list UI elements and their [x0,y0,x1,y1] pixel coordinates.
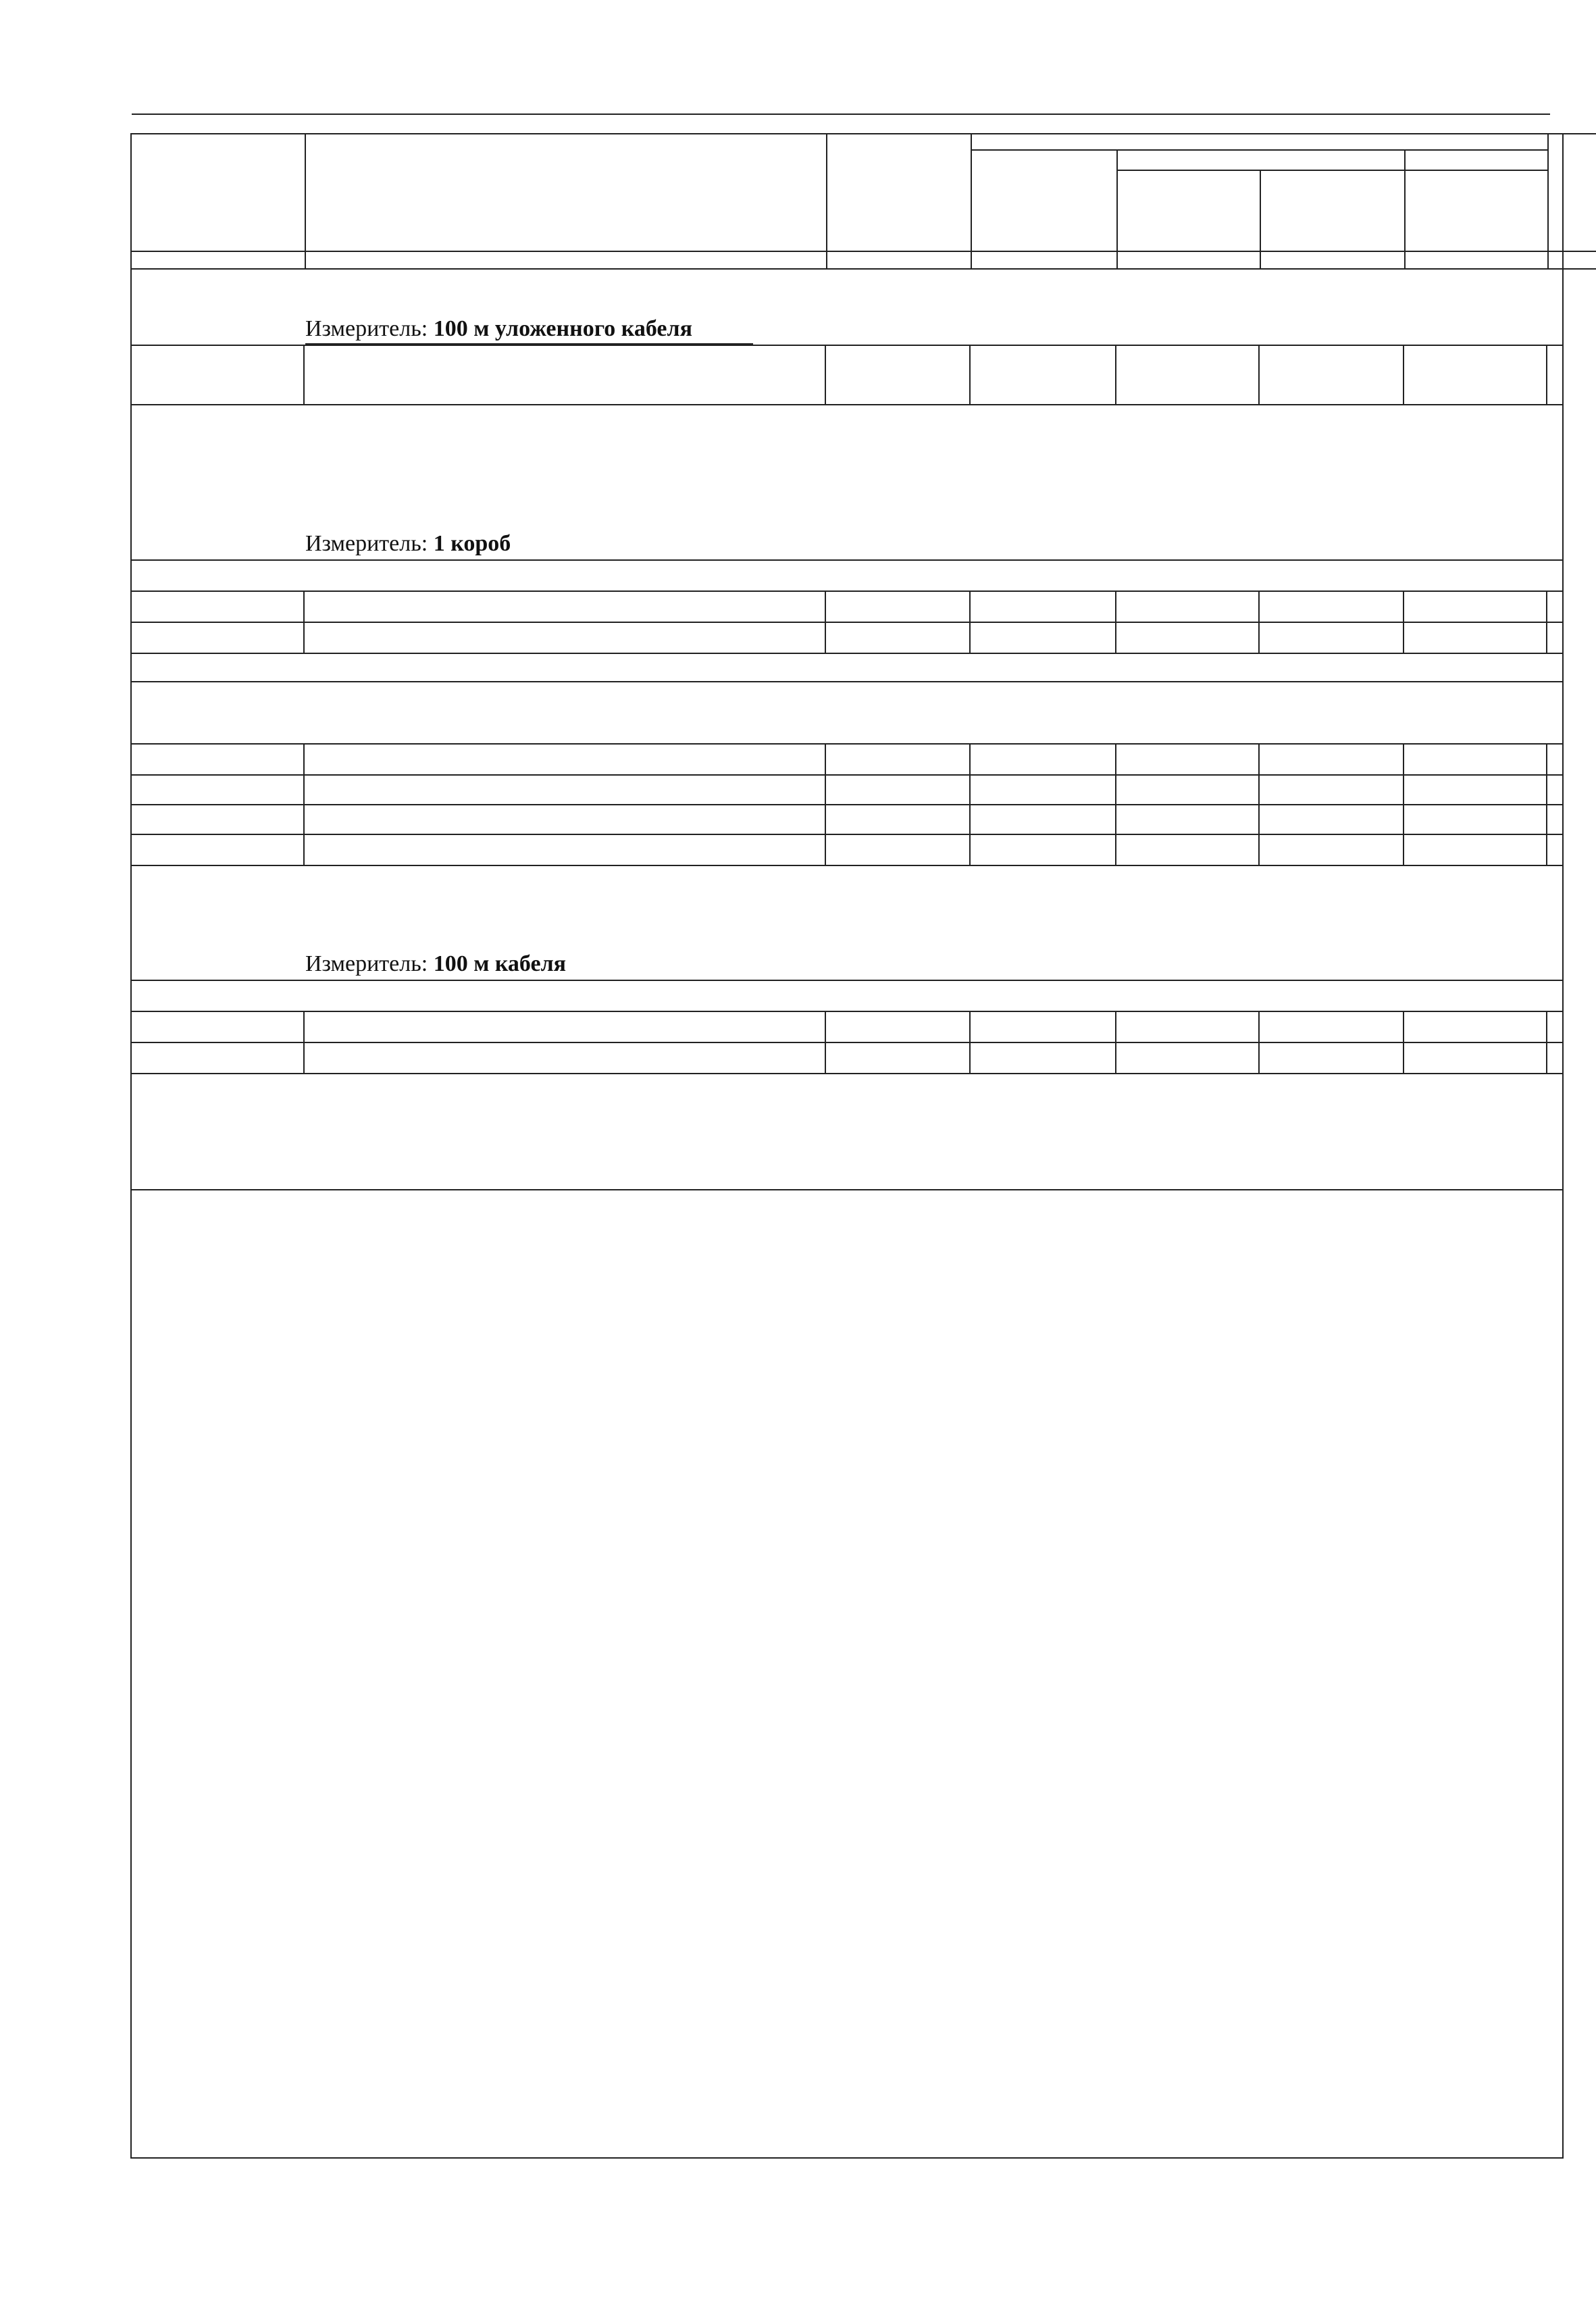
rate-name [305,745,826,776]
labor-hours [1547,835,1564,865]
direct-cost [826,346,971,404]
direct-cost [826,835,971,865]
col7-head [1405,170,1548,251]
labor-pay [971,776,1116,805]
materials-cost [1404,745,1547,776]
materials-cost [1404,1043,1547,1073]
direct-cost [826,623,971,653]
row-rule [130,681,1564,682]
materials-cost [1404,592,1547,623]
direct-cost [826,776,971,805]
machinist-pay [1260,835,1404,865]
machine-total [1116,1043,1260,1073]
labor-hours [1547,592,1564,623]
direct-cost [826,592,971,623]
table-row [130,834,1564,866]
col-num [1548,251,1596,269]
col3-head [827,134,971,251]
machine-total [1116,346,1260,404]
labor-pay [971,623,1116,653]
rate-name [305,1012,826,1043]
machinist-pay [1260,1012,1404,1043]
rate-code [130,592,305,623]
machinist-pay [1260,745,1404,776]
rate-code [130,835,305,865]
labor-pay [971,835,1116,865]
row-rule [130,559,1564,561]
labor-hours [1547,346,1564,404]
col-num [1405,251,1548,269]
machine-total [1116,623,1260,653]
measure-unit: 1 короб [433,531,511,556]
materials-cost [1404,1012,1547,1043]
col-num [1260,251,1405,269]
group-head [971,134,1548,150]
direct-cost [826,805,971,835]
labor-pay [971,1012,1116,1043]
col1-head-a [131,134,305,170]
column-header [130,133,1596,270]
rate-name [305,623,826,653]
labor-hours [1547,623,1564,653]
table-row [130,590,1564,623]
measure-label: Измеритель: 100 м уложенного кабеля [305,316,692,341]
labor-pay [971,346,1116,404]
measure-label: Измеритель: 100 м кабеля [305,951,567,976]
row-rule [130,980,1564,981]
rate-code [130,346,305,404]
col8-head [1548,134,1596,251]
machinist-pay [1260,346,1404,404]
machine-total [1116,1012,1260,1043]
col2-head-a [305,134,827,170]
rate-name [305,346,826,404]
direct-cost [826,745,971,776]
rate-code [130,623,305,653]
rate-code [130,1012,305,1043]
col-num [1117,251,1260,269]
labor-hours [1547,1012,1564,1043]
table-row [130,345,1564,405]
materials-cost [1404,346,1547,404]
materials-head [1405,150,1548,170]
rate-code [130,776,305,805]
rate-name [305,592,826,623]
measure-unit: 100 м кабеля [433,951,567,976]
measure-label: Измеритель: 1 короб [305,531,511,556]
table-row [130,622,1564,654]
row-rule [130,1189,1564,1190]
machine-total [1116,592,1260,623]
rate-code [130,745,305,776]
labor-pay [971,805,1116,835]
direct-cost [826,1043,971,1073]
col4-head [971,150,1117,251]
measure-unit: 100 м уложенного кабеля [433,316,692,341]
labor-pay [971,1043,1116,1073]
col-num [131,251,305,269]
machine-total [1116,805,1260,835]
materials-cost [1404,776,1547,805]
machinist-pay [1260,805,1404,835]
table-row [130,1011,1564,1043]
header-rule [132,114,1550,115]
labor-pay [971,745,1116,776]
machine-total [1116,835,1260,865]
rate-name [305,805,826,835]
rate-name [305,835,826,865]
col5-head [1117,170,1260,251]
machinist-pay [1260,776,1404,805]
table-row [130,1042,1564,1074]
labor-hours [1547,776,1564,805]
labor-pay [971,592,1116,623]
rate-name [305,776,826,805]
col-num [305,251,827,269]
table-row [130,774,1564,805]
machinist-pay [1260,592,1404,623]
table-frame [130,133,1564,2159]
col6-head [1260,170,1405,251]
labor-hours [1547,745,1564,776]
col2-head-b [305,170,827,251]
machine-total [1116,776,1260,805]
col-num [827,251,971,269]
exploit-head [1117,150,1405,170]
table-row [130,804,1564,835]
machinist-pay [1260,1043,1404,1073]
rate-name [305,1043,826,1073]
machine-total [1116,745,1260,776]
labor-hours [1547,805,1564,835]
machinist-pay [1260,623,1404,653]
materials-cost [1404,805,1547,835]
col-num [971,251,1117,269]
rate-code [130,1043,305,1073]
rate-code [130,805,305,835]
col1-head-b [131,170,305,251]
direct-cost [826,1012,971,1043]
materials-cost [1404,835,1547,865]
labor-hours [1547,1043,1564,1073]
materials-cost [1404,623,1547,653]
table-row [130,743,1564,776]
